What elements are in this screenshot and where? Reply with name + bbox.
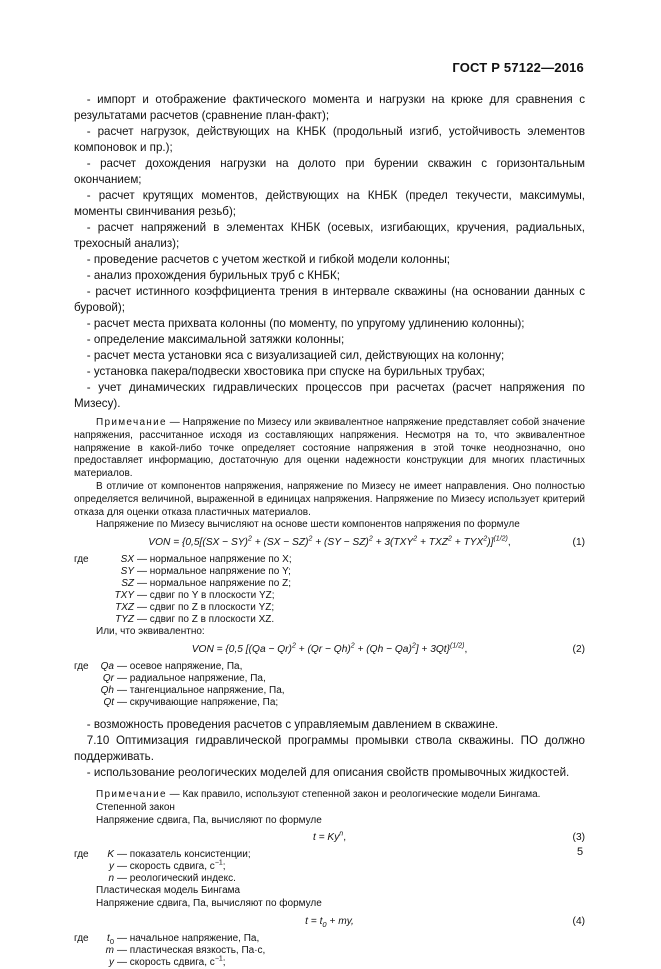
formula-4	[74, 913, 585, 931]
formula-expression: VON = {$0,5[(SX - SY)^2 + (SX - SZ)^2 + (SY - SZ)^2 + 3(TXY^2 + TXZ^2 + TYX^2)]^{(1/2)}$,	[148, 535, 511, 549]
definition-row: Qt — скручивающие напряжение, Па;	[103, 696, 279, 708]
or-equivalent-text: Или, что эквивалентно:	[96, 626, 205, 638]
page-number: 5	[577, 846, 584, 858]
formula-1	[74, 534, 585, 552]
formula-expression: $t = t_0$ + my,	[305, 915, 354, 929]
formula-number: (2)	[572, 643, 585, 655]
note-paragraph: В отличие от компонентов напряжения, напряжение по Мизесу не имеет направления. Оно полностью определяется величиной, выраженной в единицах напряжения. Напряжение по Мизесу использует критерий отказа для оценки отказа пластичных материалов.	[74, 480, 585, 518]
formula-expression: $t = Ky^n$,	[312, 830, 347, 844]
definitions-1	[74, 554, 585, 626]
formula-number: (1)	[572, 537, 585, 549]
bullet-list-2	[74, 717, 585, 781]
note-paragraph: Напряжение сдвига, Па, вычисляют по формуле	[96, 814, 322, 826]
list-item: - анализ прохождения бурильных труб с КНБК;	[86, 269, 340, 282]
note-block-2	[74, 789, 585, 827]
list-item: - установка пакера/подвески хвостовика при спуске на бурильных трубах;	[86, 365, 485, 378]
definition-row: SZ — нормальное напряжение по Z;	[121, 578, 292, 590]
formula-number: (4)	[572, 915, 585, 927]
bingham-formula-intro: Напряжение сдвига, Па, вычисляют по формуле	[96, 898, 322, 910]
definitions-3	[74, 849, 585, 885]
note-paragraph	[74, 789, 585, 802]
section-heading: 7.10 Оптимизация гидравлической программы промывки ствола скважины. ПО должно поддерживать.	[74, 733, 585, 763]
page-content	[74, 92, 585, 969]
document-header: ГОСТ Р 57122—2016	[452, 60, 584, 75]
list-item: - расчет нагрузок, действующих на КНБК (продольный изгиб, устойчивость элементов компоновок и пр.);	[74, 125, 585, 154]
formula-expression: VON = {0,5 $[(Qa - Qr)^2 + (Qr - Qh)^2 + (Qh - Qa)^2] + 3Qt\}^{(1/2)}$,	[191, 642, 468, 655]
definitions-4	[74, 933, 585, 969]
definition-row: TXZ — сдвиг по Z в плоскости YZ;	[115, 602, 275, 614]
note-label: Примечание	[96, 417, 167, 428]
definition-row: y — скорость сдвига, $с^{-1}$;	[109, 860, 226, 873]
note-label: Примечание	[96, 788, 167, 800]
definition-row: Qh — тангенциальное напряжение, Па,	[100, 684, 285, 696]
list-item: - возможность проведения расчетов с управляемым давлением в скважине.	[86, 717, 499, 731]
note-paragraph	[74, 417, 585, 481]
list-item: - определение максимальной затяжки колонны;	[86, 333, 345, 346]
list-item: - импорт и отображение фактического момента и нагрузки на крюке для сравнения с результатами расчетов (сравнение план-факт);	[74, 93, 585, 122]
definition-row: n — реологический индекс.	[108, 873, 236, 885]
note-text: — Как правило, используют степенной закон и реологические модели Бингама.	[166, 788, 541, 800]
formula-number: (3)	[572, 832, 585, 844]
definition-row: y — скорость сдвига, $с^{-1}$;	[109, 955, 226, 968]
definition-row: где SX — нормальное напряжение по X;	[74, 554, 292, 566]
bullet-list-1	[74, 92, 585, 412]
formula-3	[74, 829, 585, 847]
note-paragraph: Степенной закон	[96, 801, 175, 813]
definition-row: TXY — сдвиг по Y в плоскости YZ;	[114, 590, 275, 602]
note-block-1	[74, 417, 585, 532]
definition-row: TYZ — сдвиг по Z в плоскости XZ.	[115, 614, 275, 626]
list-item: - расчет дохождения нагрузки на долото при бурении скважин с горизонтальным окончанием;	[74, 157, 585, 186]
list-item: - расчет истинного коэффициента трения в интервале скважины (на основании данных с буровой);	[74, 285, 585, 314]
note-paragraph: Напряжение по Мизесу вычисляют на основе шести компонентов напряжения по формуле	[96, 519, 520, 531]
definition-row: SY — нормальное напряжение по Y;	[120, 566, 291, 578]
formula-2	[74, 641, 585, 659]
definition-row: Qr — радиальное напряжение, Па,	[102, 672, 266, 684]
definition-row: где $t_0$ — начальное напряжение, Па,	[74, 932, 260, 946]
list-item: - расчет крутящих моментов, действующих на КНБК (предел текучести, максимумы, моменты свинчивания резьб);	[74, 189, 585, 218]
definitions-2	[74, 661, 585, 709]
definition-row: где Qa — осевое напряжение, Па,	[74, 660, 243, 672]
list-item: - расчет места установки яса с визуализацией сил, действующих на колонну;	[86, 349, 505, 362]
bingham-heading: Пластическая модель Бингама	[96, 885, 241, 897]
list-item: - расчет места прихвата колонны (по моменту, по упругому удлинению колонны);	[86, 317, 525, 330]
list-item: - расчет напряжений в элементах КНБК (осевых, изгибающих, кручения, радиальных, трехосный анализ);	[74, 221, 585, 250]
definition-row: m — пластическая вязкость, Па·с,	[105, 944, 266, 956]
list-item: - проведение расчетов с учетом жесткой и гибкой модели колонны;	[86, 253, 450, 266]
list-item: - использование реологических моделей для описания свойств промывочных жидкостей.	[86, 765, 570, 779]
definition-row: где K — показатель консистенции;	[74, 849, 251, 861]
list-item: - учет динамических гидравлических процессов при расчетах (расчет напряжения по Мизесу).	[74, 381, 585, 410]
note-text: — Напряжение по Мизесу или эквивалентное напряжение представляет собой значение напряжения, рассчитанное исходя из составляющих напряжения. Несмотря на то, что эквивалентное напряжение в какой-либо точке определяет состояние напряжения в этой точке неоднозначно, оно предоставляет информацию, достаточную для оценки надежности конструкции для многих пластичных материалов.	[74, 417, 585, 480]
